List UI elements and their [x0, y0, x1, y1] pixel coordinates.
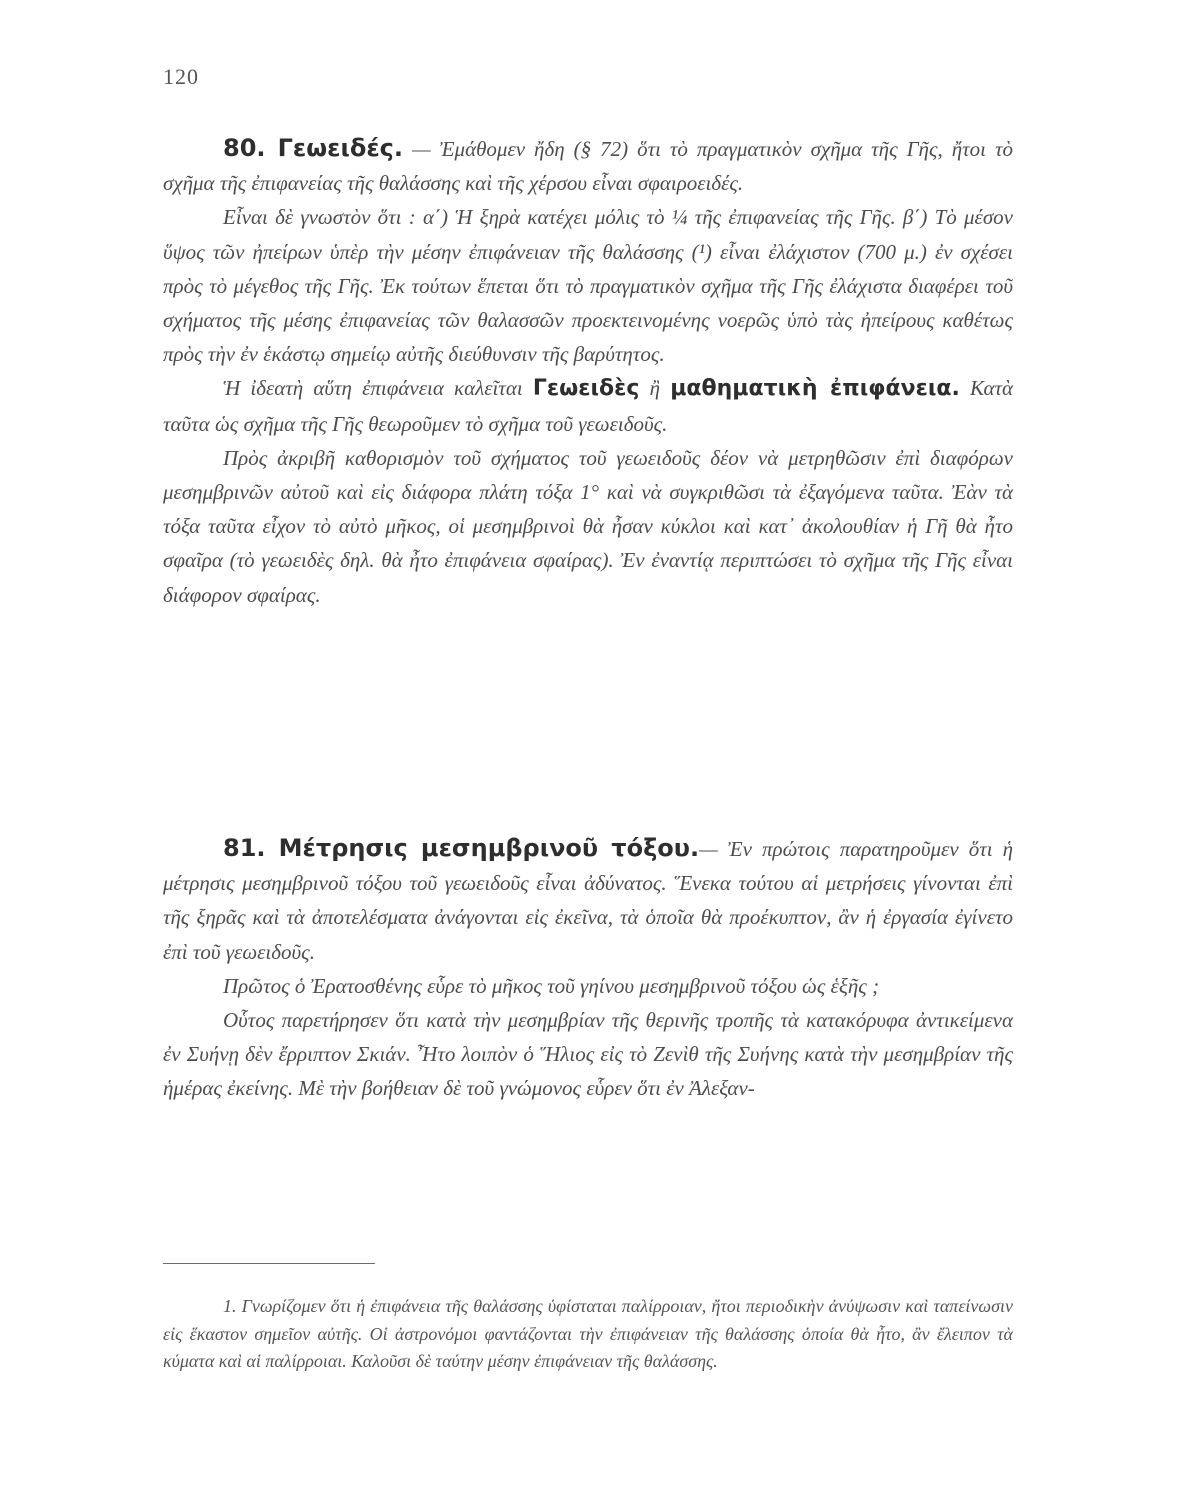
section-81: [163, 831, 1013, 1106]
term-mathematical-surface: μαθηματικὴ ἐπιφάνεια.: [670, 376, 960, 402]
section-80-intro: — Ἐμάθομεν ἤδη (§ 72) ὅτι τὸ πραγματικὸν σχῆμα τῆς Γῆς, ἤτοι τὸ σχῆμα τῆς ἐπιφανείας τῆς θαλάσσης καὶ τῆς χέρσου εἶναι σφαιροειδές.: [163, 137, 1013, 196]
paragraph-3-end: Κατὰ ταῦτα ὡς σχῆμα τῆς Γῆς θεωροῦμεν τὸ σχῆμα τοῦ γεωειδοῦς.: [163, 376, 1014, 436]
footnote: [163, 1293, 1013, 1376]
page-number: 120: [163, 64, 199, 89]
section-81-paragraph-3: Οὗτος παρετήρησεν ὅτι κατὰ τὴν μεσημβρίαν τῆς θερινῆς τροπῆς τὰ κατακόρυφα ἀντικείμενα ἐν Συήνῃ δὲν ἔρριπτον Σκιάν. Ἦτο λοιπὸν ὁ Ἥλιος εἰς τὸ Ζενὶθ τῆς Συήνης κατὰ τὴν μεσημβρίαν τῆς ἡμέρας ἐκείνης. Μὲ τὴν βοήθειαν δὲ τοῦ γνώμονος εὗρεν ὅτι ἐν Ἀλεξαν-: [163, 1008, 1013, 1101]
paragraph-3-mid: ἢ: [639, 376, 671, 401]
section-80-paragraph-3: [163, 371, 1013, 440]
section-80-paragraph-4: Πρὸς ἀκριβῆ καθορισμὸν τοῦ σχήματος τοῦ γεωειδοῦς δέον νὰ μετρηθῶσιν ἐπὶ διαφόρων μεσημβρινῶν αὐτοῦ καὶ εἰς διάφορα πλάτη τόξα 1° καὶ νὰ συγκριθῶσι τὰ ἐξαγόμενα ταῦτα. Ἐὰν τὰ τόξα ταῦτα εἶχον τὸ αὐτὸ μῆκος, οἱ μεσημβρινοὶ θὰ ἦσαν κύκλοι καὶ κατ᾽ ἀκολουθίαν ἡ Γῆ θὰ ἦτο σφαῖρα (τὸ γεωειδὲς δηλ. θὰ ἦτο ἐπιφάνεια σφαίρας). Ἐν ἐναντίᾳ περιπτώσει τὸ σχῆμα τῆς Γῆς εἶναι διάφορον σφαίρας.: [163, 445, 1013, 607]
section-80-paragraph-1: [163, 131, 1013, 200]
section-80: [163, 131, 1013, 612]
section-81-paragraph-2: Πρῶτος ὁ Ἐρατοσθένης εὗρε τὸ μῆκος τοῦ γηίνου μεσημβρινοῦ τόξου ὡς ἑξῆς ;: [223, 973, 880, 998]
section-80-paragraph-2: Εἶναι δὲ γνωστὸν ὅτι : α΄) Ἡ ξηρὰ κατέχει μόλις τὸ ¼ τῆς ἐπιφανείας τῆς Γῆς. β΄) Τὸ μέσον ὕψος τῶν ἠπείρων ὑπὲρ τὴν μέσην ἐπιφάνειαν τῆς θαλάσσης (¹) εἶναι ἐλάχιστον (700 μ.) ἐν σχέσει πρὸς τὸ μέγεθος τῆς Γῆς. Ἐκ τούτων ἕπεται ὅτι τὸ πραγματικὸν σχῆμα τῆς Γῆς ἐλάχιστα διαφέρει τοῦ σχήματος τῆς μέσης ἐπιφανείας τῶν θαλασσῶν προεκτεινομένης νοερῶς ὑπὸ τὰς ἠπείρους καθέτως πρὸς τὴν ἐν ἑκάστῳ σημείῳ αὐτῆς διεύθυνσιν τῆς βαρύτητος.: [163, 205, 1013, 367]
section-81-paragraph-1: [163, 831, 1013, 969]
footnote-text: 1. Γνωρίζομεν ὅτι ἡ ἐπιφάνεια τῆς θαλάσσης ὑφίσταται παλίρροιαν, ἤτοι περιοδικὴν ἀνύψωσιν καὶ ταπείνωσιν εἰς ἕκαστον σημεῖον αὐτῆς. Οἱ ἀστρονόμοι φαντάζονται τὴν ἐπιφάνειαν τῆς θαλάσσης ὁποία θὰ ἦτο, ἂν ἔλειπον τὰ κύματα καὶ αἱ παλίρροιαι. Καλοῦσι δὲ ταύτην μέσην ἐπιφάνειαν τῆς θαλάσσης.: [163, 1296, 1013, 1371]
section-81-heading: 81. Μέτρησις μεσημβρινοῦ τόξου.: [223, 834, 700, 862]
section-81-intro: — Ἐν πρώτοις παρατηροῦμεν ὅτι ἡ μέτρησις μεσημβρινοῦ τόξου τοῦ γεωειδοῦς εἶναι ἀδύνατος. Ἕνεκα τούτου αἱ μετρήσεις γίνονται ἐπὶ τῆς ξηρᾶς καὶ τὰ ἀποτελέσματα ἀνάγονται εἰς ἐκεῖνα, τὰ ὁποῖα θὰ προέκυπτον, ἂν ἡ ἐργασία ἐγίνετο ἐπὶ τοῦ γεωειδοῦς.: [163, 837, 1014, 964]
footnote-divider: [163, 1263, 375, 1264]
section-80-heading: 80. Γεωειδές.: [223, 134, 404, 162]
paragraph-3-start: Ἡ ἰδεατὴ αὕτη ἐπιφάνεια καλεῖται: [223, 376, 533, 401]
term-geoid: Γεωειδὲς: [532, 376, 640, 402]
